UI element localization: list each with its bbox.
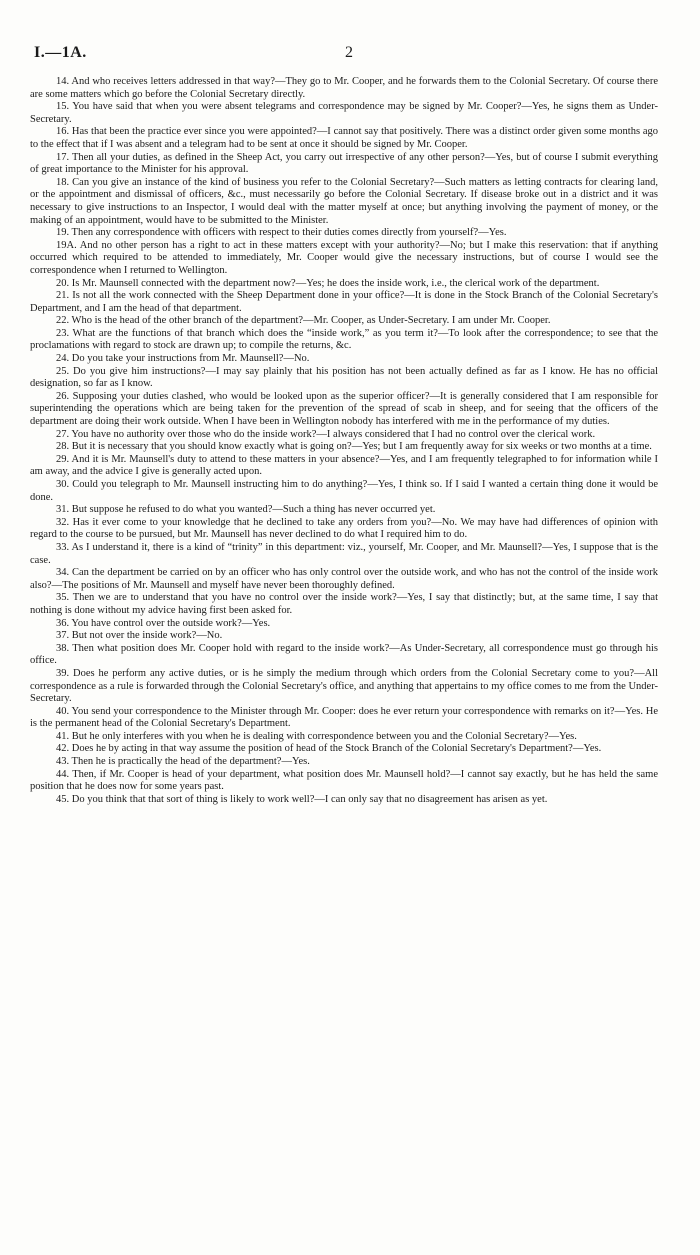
paragraph: 22. Who is the head of the other branch of the department?—Mr. Cooper, as Under-Secretary. I am under Mr. Cooper. [56,315,551,327]
paragraph: 19. Then any correspondence with officers with respect to their duties comes directly from yourself?—Yes. [56,227,507,239]
paragraph: 32. Has it ever come to your knowledge that he declined to take any orders from you?—No. We may have had differences of opinion with regard to the course to be pursued, but Mr. Maunsell has never declined to do what I required him to do. [30,516,658,541]
paragraph: 45. Do you think that that sort of thing is likely to work well?—I can only say that no disagreement has arisen as yet. [56,793,548,805]
paragraph: 16. Has that been the practice ever since you were appointed?—I cannot say that positively. There was a distinct order given some months ago to the effect that if I was absent and a telegram had to be sent at once it should be signed by Mr. Cooper. [30,126,658,150]
paragraph: 18. Can you give an instance of the kind of business you refer to the Colonial Secretary?—Such matters as letting contracts for clearing land, or the appointment and dismissal of officers, &c., must necessarily go before the Colonial Secretary. If disease broke out in a district and it was necessary to give instructions to an Inspector, I would deal with the matter myself at once; but anything involving the payment of money, or the making of an appointment, would have to be submitted to the Minister. [30,176,658,226]
paragraph: 14. And who receives letters addressed in that way?—They go to Mr. Cooper, and he forwards them to the Colonial Secretary. Of course there are some matters which go before the Colonial Secretary directly. [30,76,658,100]
paragraph: 34. Can the department be carried on by an officer who has only control over the outside work, and who has not the control of the inside work also?—The positions of Mr. Maunsell and myself have never been thoroughly defined. [30,567,658,591]
paragraph: 28. But it is necessary that you should know exactly what is going on?—Yes; but I am frequently away for six weeks or two months at a time. [56,441,652,453]
paragraph: 24. Do you take your instructions from Mr. Maunsell?—No. [56,353,310,365]
paragraph: 41. But he only interferes with you when he is dealing with correspondence between you and the Colonial Secretary?—Yes. [56,730,577,742]
paragraph: 29. And it is Mr. Maunsell's duty to attend to these matters in your absence?—Yes, and I am frequently telegraphed to for information while I am away, and the advice I give is generally acted upon. [30,453,658,478]
paragraph: 19A. And no other person has a right to act in these matters except with your authority?—No; but I make this reservation: that if anything occurred which required to be attended to immediately, Mr. Cooper would give the necessary instructions, but of course I would see the correspondence when I returned to Wellington. [30,239,658,276]
paragraph: 20. Is Mr. Maunsell connected with the department now?—Yes; he does the inside work, i.e., the clerical work of the department. [56,277,600,289]
paragraph: 23. What are the functions of that branch which does the “inside work,” as you term it?—To look after the correspondence; to see that the proclamations with regard to stock are drawn up; to compile the returns, &c. [30,327,658,352]
paragraph: 17. Then all your duties, as defined in the Sheep Act, you carry out irrespective of any other person?—Yes, but of course I submit everything of great importance to the Minister for his approval. [30,151,658,176]
paragraph: 36. You have control over the outside work?—Yes. [56,617,271,629]
page-header [34,44,664,66]
paragraph: 21. Is not all the work connected with the Sheep Department done in your office?—It is done in the Stock Branch of the Colonial Secretary's Department, and I am the head of that department. [30,290,658,314]
paragraph: 38. Then what position does Mr. Cooper hold with regard to the inside work?—As Under-Secretary, all correspondence must go through his office. [30,642,658,667]
paragraph: 30. Could you telegraph to Mr. Maunsell instructing him to do anything?—Yes, I think so. If I said I wanted a certain thing done it would be done. [30,479,658,503]
paragraph: 31. But suppose he refused to do what you wanted?—Such a thing has never occurred yet. [56,504,436,516]
paragraph: 39. Does he perform any active duties, or is he simply the medium through which orders from the Colonial Secretary come to you?—All correspondence as a rule is forwarded through the Colonial Secretary's office, and anything that appertains to my office comes to me from the Under-Secretary. [30,667,658,705]
paragraph: 44. Then, if Mr. Cooper is head of your department, what position does Mr. Maunsell hold?—I cannot say exactly, but he has held the same position that he does now for some years past. [30,768,658,793]
paragraph: 37. But not over the inside work?—No. [56,630,223,642]
paragraph: 25. Do you give him instructions?—I may say plainly that his position has not been actually defined as far as I know. He has no official designation, so far as I know. [30,365,658,390]
paragraph: 33. As I understand it, there is a kind of “trinity” in this department: viz., yourself, Mr. Cooper, and Mr. Maunsell?—Yes, I suppose that is the case. [30,541,658,566]
page-number: 2 [345,44,353,61]
paragraph: 40. You send your correspondence to the Minister through Mr. Cooper: does he ever return your correspondence with remarks on it?—Yes. He is the permanent head of the Colonial Secretary's Department. [30,705,658,730]
paragraph: 27. You have no authority over those who do the inside work?—I always considered that I had no control over the clerical work. [56,428,596,440]
document-body [30,76,658,806]
paragraph: 26. Supposing your duties clashed, who would be looked upon as the superior officer?—It is generally considered that I am responsible for superintending the operations which are being taken for the prevention of the spread of scab in sheep, and for seeing that the officers of the department are doing their work outside. When I have been in Wellington nobody has interfered with me in the performance of my duties. [30,390,658,428]
paragraph: 43. Then he is practically the head of the department?—Yes. [56,756,310,768]
paragraph: 35. Then we are to understand that you have no control over the inside work?—Yes, I say that distinctly; but, at the same time, I say that nothing is done without my advice having first been asked for. [30,592,658,616]
paragraph: 42. Does he by acting in that way assume the position of head of the Stock Branch of the Colonial Secretary's Department?—Yes. [56,743,602,755]
document-reference: I.—1A. [34,44,87,61]
paragraph: 15. You have said that when you were absent telegrams and correspondence may be signed by Mr. Cooper?—Yes, he signs them as Under-Secretary. [30,101,658,125]
